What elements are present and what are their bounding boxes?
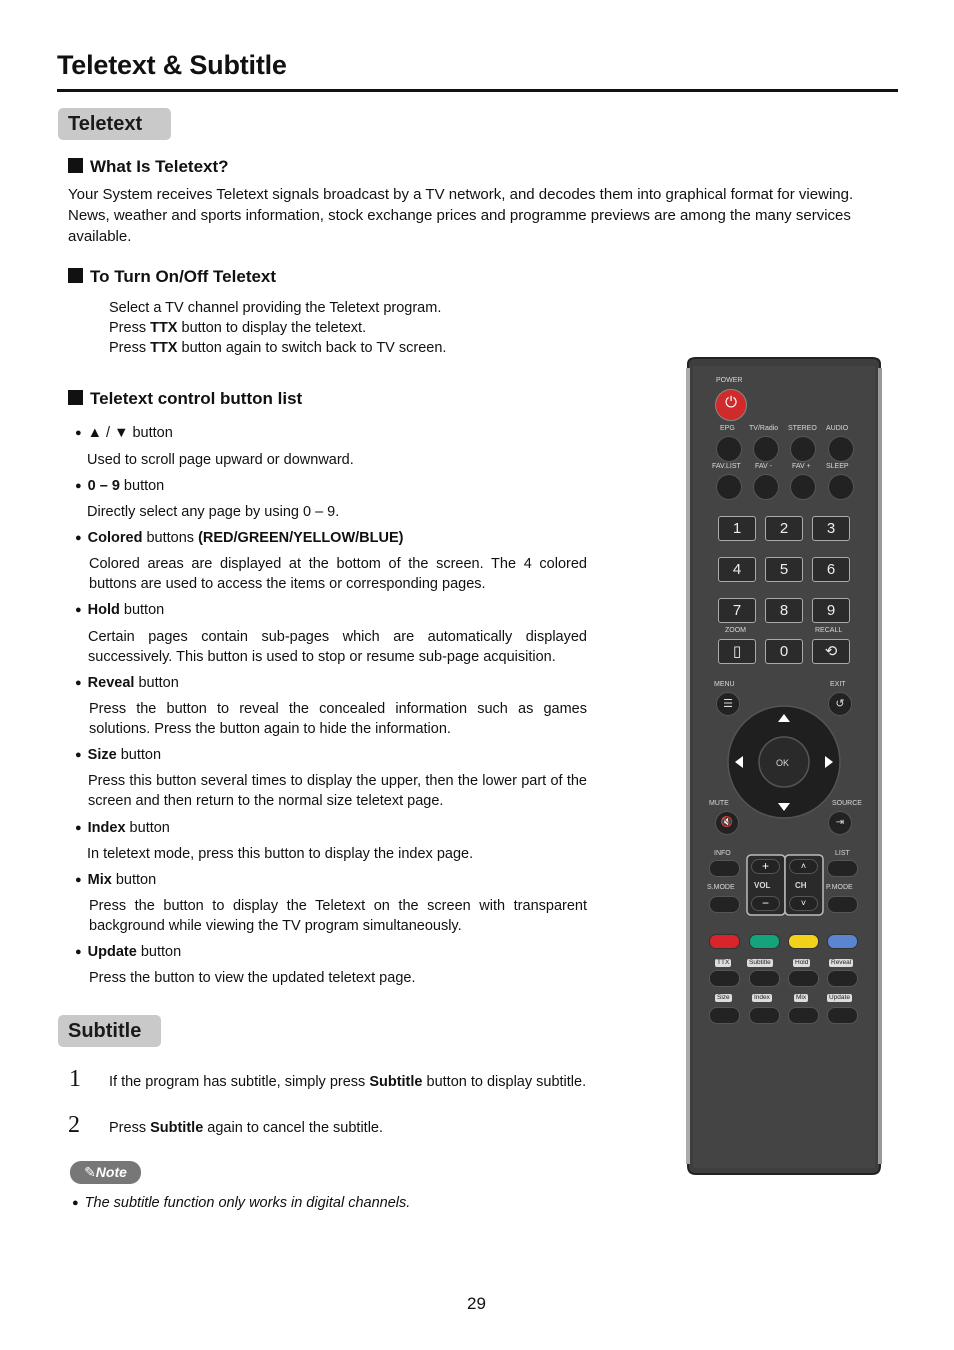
list-label: LIST bbox=[835, 850, 850, 857]
source-label: SOURCE bbox=[832, 800, 862, 807]
note-badge: ✎Note bbox=[70, 1161, 141, 1184]
vol-up-button[interactable] bbox=[751, 859, 780, 874]
mix-label: Mix bbox=[796, 994, 807, 1001]
note-text: ● The subtitle function only works in digital channels. bbox=[72, 1195, 411, 1211]
fav-list-label: FAV.LIST bbox=[712, 463, 741, 470]
digit-3-button[interactable]: 3 bbox=[812, 516, 850, 541]
item-size: ● Size button bbox=[75, 747, 162, 763]
pencil-icon: ✎ bbox=[84, 1164, 96, 1180]
update-label: Update bbox=[829, 994, 850, 1001]
digit-1-button[interactable]: 1 bbox=[718, 516, 756, 541]
digit-7-button[interactable]: 7 bbox=[718, 598, 756, 623]
power-label: POWER bbox=[716, 377, 743, 384]
power-icon: ⏻ bbox=[725, 394, 737, 411]
nav-up-button[interactable] bbox=[774, 710, 794, 726]
ttx-button[interactable] bbox=[709, 970, 740, 987]
heading-marker bbox=[68, 390, 83, 405]
onoff-line: Press TTX button again to switch back to TV screen. bbox=[109, 340, 447, 356]
s-mode-label: S.MODE bbox=[707, 884, 735, 891]
item-hold-desc: Certain pages contain sub-pages which are automatically displayed successively. This button is used to stop or resume sub-page acquisition. bbox=[88, 629, 587, 665]
source-icon: ⇥ bbox=[835, 817, 845, 828]
recall-button[interactable] bbox=[812, 639, 850, 664]
ch-down-button[interactable] bbox=[789, 896, 818, 911]
item-index-desc: In teletext mode, press this button to display the index page. bbox=[87, 846, 474, 862]
tv-radio-label: TV/Radio bbox=[749, 425, 779, 432]
item-size-desc: Press this button several times to display the upper, then the lower part of the screen and then return to the normal size teletext page. bbox=[88, 773, 587, 809]
item-mix-desc: Press the button to display the Teletext on the screen with transparent background while viewing the TV program simultaneously. bbox=[89, 898, 587, 934]
item-update: ● Update button bbox=[75, 944, 182, 960]
green-button[interactable] bbox=[749, 934, 780, 949]
heading-marker bbox=[68, 158, 83, 173]
zoom-icon: ▯ bbox=[732, 643, 742, 660]
turn-on-off-heading: To Turn On/Off Teletext bbox=[68, 267, 276, 287]
subtitle-section-label: Subtitle bbox=[58, 1015, 161, 1047]
menu-label: MENU bbox=[714, 681, 735, 688]
item-colored-desc: Colored areas are displayed at the bottom of the screen. The 4 colored buttons are used to access the items or corresponding pages. bbox=[89, 556, 587, 592]
page-number: 29 bbox=[467, 1294, 486, 1313]
stereo-button[interactable] bbox=[790, 436, 816, 462]
menu-button[interactable] bbox=[716, 692, 740, 716]
sleep-button[interactable] bbox=[828, 474, 854, 500]
blue-button[interactable] bbox=[827, 934, 858, 949]
p-mode-label: P.MODE bbox=[826, 884, 853, 891]
power-button[interactable] bbox=[715, 389, 747, 421]
audio-button[interactable] bbox=[828, 436, 854, 462]
mute-button[interactable] bbox=[715, 811, 739, 835]
item-update-desc: Press the button to view the updated teletext page. bbox=[89, 970, 416, 986]
vol-label: VOL bbox=[754, 881, 771, 890]
item-arrows-desc: Used to scroll page upward or downward. bbox=[87, 452, 354, 468]
subtitle-button[interactable] bbox=[749, 970, 780, 987]
subtitle-step-2: Press Subtitle again to cancel the subtitle. bbox=[109, 1120, 384, 1136]
item-arrows: ● ▲ / ▼ button bbox=[75, 425, 173, 441]
fav-minus-button[interactable] bbox=[753, 474, 779, 500]
digit-8-button[interactable]: 8 bbox=[765, 598, 803, 623]
digit-4-button[interactable]: 4 bbox=[718, 557, 756, 582]
sleep-label: SLEEP bbox=[826, 463, 849, 470]
info-button[interactable] bbox=[709, 860, 740, 877]
epg-button[interactable] bbox=[716, 436, 742, 462]
zoom-button[interactable] bbox=[718, 639, 756, 664]
item-reveal-desc: Press the button to reveal the concealed information such as games solutions. Press the button again to hide the information. bbox=[89, 701, 587, 737]
fav-plus-label: FAV + bbox=[792, 463, 811, 470]
p-mode-button[interactable] bbox=[827, 896, 858, 913]
source-button[interactable] bbox=[828, 811, 852, 835]
exit-button[interactable] bbox=[828, 692, 852, 716]
tv-radio-button[interactable] bbox=[753, 436, 779, 462]
ch-up-button[interactable] bbox=[789, 859, 818, 874]
step-number: 2 bbox=[68, 1112, 80, 1138]
subtitle-label: Subtitle bbox=[749, 959, 771, 966]
item-reveal: ● Reveal button bbox=[75, 675, 179, 691]
mix-button[interactable] bbox=[788, 1007, 819, 1024]
what-is-teletext-heading: What Is Teletext? bbox=[68, 157, 229, 177]
mute-label: MUTE bbox=[709, 800, 729, 807]
size-label: Size bbox=[717, 994, 730, 1001]
index-label: Index bbox=[754, 994, 770, 1001]
index-button[interactable] bbox=[749, 1007, 780, 1024]
list-button[interactable] bbox=[827, 860, 858, 877]
fav-minus-label: FAV - bbox=[755, 463, 772, 470]
ch-label: CH bbox=[795, 881, 807, 890]
audio-label: AUDIO bbox=[826, 425, 849, 432]
item-digits: ● 0 – 9 button bbox=[75, 478, 165, 494]
exit-icon: ↺ bbox=[835, 698, 845, 710]
digit-6-button[interactable]: 6 bbox=[812, 557, 850, 582]
fav-list-button[interactable] bbox=[716, 474, 742, 500]
item-mix: ● Mix button bbox=[75, 872, 157, 888]
ok-button[interactable]: OK bbox=[776, 758, 790, 768]
plus-icon: + bbox=[761, 859, 769, 873]
recall-label: RECALL bbox=[815, 627, 843, 634]
fav-plus-button[interactable] bbox=[790, 474, 816, 500]
epg-label: EPG bbox=[720, 425, 735, 432]
minus-icon: − bbox=[761, 896, 769, 910]
recall-icon: ⟲ bbox=[824, 643, 838, 660]
item-colored: ● Colored buttons (RED/GREEN/YELLOW/BLUE) bbox=[75, 530, 404, 546]
digit-0-button[interactable]: 0 bbox=[765, 639, 803, 664]
red-button[interactable] bbox=[709, 934, 740, 949]
menu-icon: ☰ bbox=[723, 698, 733, 710]
exit-label: EXIT bbox=[830, 681, 846, 688]
mute-icon: 🔇 bbox=[720, 817, 734, 828]
chevron-down-icon: ˅ bbox=[800, 898, 807, 908]
nav-right-button[interactable] bbox=[821, 752, 837, 772]
reveal-label: Reveal bbox=[831, 959, 852, 966]
what-is-teletext-body: Your System receives Teletext signals broadcast by a TV network, and decodes them into graphical format for viewing. News, weather and sports information, stock exchange prices and programme previews are among the many services available. bbox=[68, 186, 854, 245]
hold-label: Hold bbox=[795, 959, 809, 966]
zoom-label: ZOOM bbox=[725, 627, 746, 634]
teletext-section-label: Teletext bbox=[58, 108, 171, 140]
digit-2-button[interactable]: 2 bbox=[765, 516, 803, 541]
subtitle-step-1: If the program has subtitle, simply press Subtitle button to display subtitle. bbox=[109, 1074, 587, 1090]
item-hold: ● Hold button bbox=[75, 602, 165, 618]
heading-marker bbox=[68, 268, 83, 283]
hold-button[interactable] bbox=[788, 970, 819, 987]
onoff-line: Press TTX button to display the teletext. bbox=[109, 320, 367, 336]
turn-on-off-body bbox=[109, 298, 629, 358]
ttx-label: TTX bbox=[717, 959, 730, 966]
chevron-up-icon: ˄ bbox=[800, 861, 807, 871]
stereo-label: STEREO bbox=[788, 425, 817, 432]
item-index: ● Index button bbox=[75, 820, 170, 836]
update-button[interactable] bbox=[827, 1007, 858, 1024]
digit-9-button[interactable]: 9 bbox=[812, 598, 850, 623]
size-button[interactable] bbox=[709, 1007, 740, 1024]
title-rule bbox=[57, 89, 898, 92]
s-mode-button[interactable] bbox=[709, 896, 740, 913]
item-digits-desc: Directly select any page by using 0 – 9. bbox=[87, 504, 340, 520]
digit-5-button[interactable]: 5 bbox=[765, 557, 803, 582]
reveal-button[interactable] bbox=[827, 970, 858, 987]
vol-down-button[interactable] bbox=[751, 896, 780, 911]
info-label: INFO bbox=[714, 850, 731, 857]
remote-control-illustration bbox=[684, 356, 884, 1176]
nav-left-button[interactable] bbox=[731, 752, 747, 772]
step-number: 1 bbox=[69, 1066, 81, 1092]
control-button-list-heading: Teletext control button list bbox=[68, 389, 302, 409]
onoff-line: Select a TV channel providing the Teletext program. bbox=[109, 300, 442, 316]
nav-down-button[interactable] bbox=[774, 799, 794, 815]
yellow-button[interactable] bbox=[788, 934, 819, 949]
page-title: Teletext & Subtitle bbox=[57, 50, 287, 80]
